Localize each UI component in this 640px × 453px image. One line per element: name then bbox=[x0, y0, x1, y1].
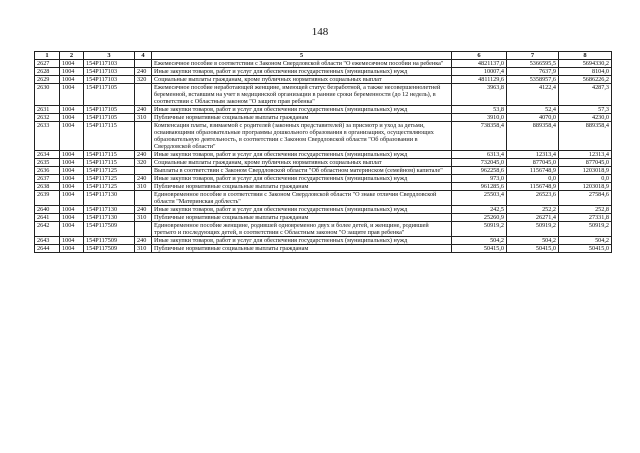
expense-type-cell: 240 bbox=[135, 106, 152, 114]
amount-year-1-cell: 962258,6 bbox=[452, 167, 507, 175]
expense-type-cell: 310 bbox=[135, 114, 152, 122]
amount-year-3-cell: 0,0 bbox=[559, 175, 612, 183]
description-cell: Иные закупки товаров, работ и услуг для обеспечения государственных (муниципальных) нужд bbox=[152, 175, 452, 183]
amount-year-2-cell: 26271,4 bbox=[507, 214, 559, 222]
amount-year-1-cell: 738358,4 bbox=[452, 122, 507, 151]
row-number-cell: 2641 bbox=[35, 214, 60, 222]
section-code-cell: 1004 bbox=[60, 84, 84, 106]
amount-year-3-cell: 504,2 bbox=[559, 237, 612, 245]
section-code-cell: 1004 bbox=[60, 222, 84, 237]
section-code-cell: 1004 bbox=[60, 76, 84, 84]
amount-year-3-cell: 252,8 bbox=[559, 206, 612, 214]
expense-type-cell bbox=[135, 60, 152, 68]
description-cell: Выплаты в соответствии с Законом Свердловской области "Об областном материнском (семейном) капитале" bbox=[152, 167, 452, 175]
row-number-cell: 2629 bbox=[35, 76, 60, 84]
amount-year-2-cell: 504,2 bbox=[507, 237, 559, 245]
amount-year-2-cell: 5366595,5 bbox=[507, 60, 559, 68]
description-cell: Единовременное пособие женщине, родившей одновременно двух и более детей, и женщине, родившей третьего и последующих детей, в соответствии с Областным законом "О защите прав ребенка" bbox=[152, 222, 452, 237]
column-header-row bbox=[35, 52, 612, 60]
description-cell: Иные закупки товаров, работ и услуг для обеспечения государственных (муниципальных) нужд bbox=[152, 68, 452, 76]
target-article-cell: 154P117105 bbox=[84, 84, 135, 106]
row-number-cell: 2628 bbox=[35, 68, 60, 76]
column-header: 4 bbox=[135, 52, 152, 60]
target-article-cell: 154P117509 bbox=[84, 245, 135, 253]
amount-year-3-cell: 57,3 bbox=[559, 106, 612, 114]
expense-type-cell bbox=[135, 167, 152, 175]
row-number-cell: 2639 bbox=[35, 191, 60, 206]
table-row bbox=[35, 167, 612, 175]
target-article-cell: 154P117130 bbox=[84, 206, 135, 214]
description-cell: Публичные нормативные социальные выплаты гражданам bbox=[152, 245, 452, 253]
target-article-cell: 154P117130 bbox=[84, 191, 135, 206]
table-row bbox=[35, 183, 612, 191]
expense-type-cell bbox=[135, 222, 152, 237]
amount-year-1-cell: 504,2 bbox=[452, 237, 507, 245]
expense-type-cell: 240 bbox=[135, 206, 152, 214]
description-cell: Ежемесячное пособие в соответствии с Законом Свердловской области "О ежемесячном пособии на ребенка" bbox=[152, 60, 452, 68]
column-header: 2 bbox=[60, 52, 84, 60]
expense-type-cell: 240 bbox=[135, 237, 152, 245]
amount-year-2-cell: 52,4 bbox=[507, 106, 559, 114]
target-article-cell: 154P117509 bbox=[84, 222, 135, 237]
amount-year-3-cell: 27584,6 bbox=[559, 191, 612, 206]
row-number-cell: 2637 bbox=[35, 175, 60, 183]
target-article-cell: 154P117509 bbox=[84, 237, 135, 245]
section-code-cell: 1004 bbox=[60, 122, 84, 151]
row-number-cell: 2636 bbox=[35, 167, 60, 175]
row-number-cell: 2644 bbox=[35, 245, 60, 253]
amount-year-3-cell: 1203018,9 bbox=[559, 183, 612, 191]
description-cell: Единовременное пособие в соответствии с Законом Свердловской области "О знаке отличия Свердловской области "Материнская доблесть" bbox=[152, 191, 452, 206]
table-row bbox=[35, 222, 612, 237]
table-row bbox=[35, 60, 612, 68]
amount-year-2-cell: 4070,0 bbox=[507, 114, 559, 122]
description-cell: Публичные нормативные социальные выплаты гражданам bbox=[152, 214, 452, 222]
section-code-cell: 1004 bbox=[60, 60, 84, 68]
amount-year-2-cell: 877045,0 bbox=[507, 159, 559, 167]
amount-year-3-cell: 4230,0 bbox=[559, 114, 612, 122]
amount-year-1-cell: 50415,0 bbox=[452, 245, 507, 253]
amount-year-1-cell: 10007,4 bbox=[452, 68, 507, 76]
section-code-cell: 1004 bbox=[60, 245, 84, 253]
target-article-cell: 154P117125 bbox=[84, 167, 135, 175]
target-article-cell: 154P117103 bbox=[84, 76, 135, 84]
row-number-cell: 2632 bbox=[35, 114, 60, 122]
row-number-cell: 2640 bbox=[35, 206, 60, 214]
amount-year-3-cell: 4287,3 bbox=[559, 84, 612, 106]
amount-year-1-cell: 732045,0 bbox=[452, 159, 507, 167]
amount-year-1-cell: 25503,4 bbox=[452, 191, 507, 206]
target-article-cell: 154P117115 bbox=[84, 122, 135, 151]
section-code-cell: 1004 bbox=[60, 191, 84, 206]
amount-year-3-cell: 27331,8 bbox=[559, 214, 612, 222]
column-header: 1 bbox=[35, 52, 60, 60]
table-row bbox=[35, 76, 612, 84]
column-header: 8 bbox=[559, 52, 612, 60]
expense-type-cell: 240 bbox=[135, 68, 152, 76]
expense-type-cell: 240 bbox=[135, 151, 152, 159]
section-code-cell: 1004 bbox=[60, 206, 84, 214]
table-row bbox=[35, 159, 612, 167]
target-article-cell: 154P117103 bbox=[84, 68, 135, 76]
table-row bbox=[35, 245, 612, 253]
description-cell: Иные закупки товаров, работ и услуг для обеспечения государственных (муниципальных) нужд bbox=[152, 151, 452, 159]
amount-year-2-cell: 7637,9 bbox=[507, 68, 559, 76]
section-code-cell: 1004 bbox=[60, 106, 84, 114]
expense-type-cell: 310 bbox=[135, 214, 152, 222]
table-body bbox=[35, 60, 612, 253]
amount-year-2-cell: 0,0 bbox=[507, 175, 559, 183]
amount-year-2-cell: 252,2 bbox=[507, 206, 559, 214]
table-row bbox=[35, 191, 612, 206]
section-code-cell: 1004 bbox=[60, 159, 84, 167]
amount-year-2-cell: 50415,0 bbox=[507, 245, 559, 253]
amount-year-1-cell: 6313,4 bbox=[452, 151, 507, 159]
target-article-cell: 154P117130 bbox=[84, 214, 135, 222]
table-row bbox=[35, 237, 612, 245]
budget-table bbox=[34, 51, 612, 253]
description-cell: Социальные выплаты гражданам, кроме публичных нормативных социальных выплат bbox=[152, 76, 452, 84]
page-number: 148 bbox=[311, 26, 329, 38]
row-number-cell: 2638 bbox=[35, 183, 60, 191]
amount-year-2-cell: 889358,4 bbox=[507, 122, 559, 151]
target-article-cell: 154P117115 bbox=[84, 151, 135, 159]
column-header: 7 bbox=[507, 52, 559, 60]
row-number-cell: 2631 bbox=[35, 106, 60, 114]
table-row bbox=[35, 106, 612, 114]
row-number-cell: 2633 bbox=[35, 122, 60, 151]
expense-type-cell: 240 bbox=[135, 175, 152, 183]
description-cell: Иные закупки товаров, работ и услуг для обеспечения государственных (муниципальных) нужд bbox=[152, 237, 452, 245]
section-code-cell: 1004 bbox=[60, 68, 84, 76]
table-row bbox=[35, 84, 612, 106]
target-article-cell: 154P117103 bbox=[84, 60, 135, 68]
amount-year-1-cell: 4821137,0 bbox=[452, 60, 507, 68]
row-number-cell: 2627 bbox=[35, 60, 60, 68]
amount-year-3-cell: 5694330,2 bbox=[559, 60, 612, 68]
section-code-cell: 1004 bbox=[60, 151, 84, 159]
section-code-cell: 1004 bbox=[60, 175, 84, 183]
amount-year-1-cell: 4811129,6 bbox=[452, 76, 507, 84]
table-row bbox=[35, 68, 612, 76]
amount-year-1-cell: 25260,9 bbox=[452, 214, 507, 222]
description-cell: Публичные нормативные социальные выплаты гражданам bbox=[152, 114, 452, 122]
amount-year-1-cell: 242,5 bbox=[452, 206, 507, 214]
target-article-cell: 154P117105 bbox=[84, 106, 135, 114]
amount-year-2-cell: 26523,6 bbox=[507, 191, 559, 206]
section-code-cell: 1004 bbox=[60, 167, 84, 175]
amount-year-3-cell: 877045,0 bbox=[559, 159, 612, 167]
amount-year-1-cell: 973,0 bbox=[452, 175, 507, 183]
description-cell: Иные закупки товаров, работ и услуг для обеспечения государственных (муниципальных) нужд bbox=[152, 106, 452, 114]
amount-year-1-cell: 50919,2 bbox=[452, 222, 507, 237]
description-cell: Ежемесячное пособие неработающей женщине, имеющей статус безработной, а также несовершеннолетней беременной, вставшим на учет в медицинской организации в ранние сроки беременности (до 12 недель), в соответствии с Областным законом "О защите прав ребенка" bbox=[152, 84, 452, 106]
description-cell: Компенсация платы, взимаемой с родителей (законных представителей) за присмотр и уход за детьми, осваивающими образовательные программы дошкольного образования в организациях, осуществляющих образовательную деятельность, в соответствии с Законом Свердловской области "Об образовании в Свердловской области" bbox=[152, 122, 452, 151]
amount-year-1-cell: 3963,8 bbox=[452, 84, 507, 106]
amount-year-2-cell: 1156748,9 bbox=[507, 183, 559, 191]
amount-year-2-cell: 4122,4 bbox=[507, 84, 559, 106]
target-article-cell: 154P117125 bbox=[84, 175, 135, 183]
amount-year-2-cell: 50919,2 bbox=[507, 222, 559, 237]
amount-year-2-cell: 12313,4 bbox=[507, 151, 559, 159]
section-code-cell: 1004 bbox=[60, 183, 84, 191]
amount-year-1-cell: 961285,6 bbox=[452, 183, 507, 191]
target-article-cell: 154P117105 bbox=[84, 114, 135, 122]
table-row bbox=[35, 214, 612, 222]
amount-year-3-cell: 1203018,9 bbox=[559, 167, 612, 175]
target-article-cell: 154P117115 bbox=[84, 159, 135, 167]
column-header: 5 bbox=[152, 52, 452, 60]
amount-year-3-cell: 12313,4 bbox=[559, 151, 612, 159]
section-code-cell: 1004 bbox=[60, 237, 84, 245]
expense-type-cell: 320 bbox=[135, 76, 152, 84]
amount-year-2-cell: 1156748,9 bbox=[507, 167, 559, 175]
amount-year-1-cell: 3910,0 bbox=[452, 114, 507, 122]
expense-type-cell: 310 bbox=[135, 183, 152, 191]
expense-type-cell: 320 bbox=[135, 159, 152, 167]
row-number-cell: 2630 bbox=[35, 84, 60, 106]
column-header: 6 bbox=[452, 52, 507, 60]
table-row bbox=[35, 122, 612, 151]
table-row bbox=[35, 175, 612, 183]
row-number-cell: 2634 bbox=[35, 151, 60, 159]
table-row bbox=[35, 151, 612, 159]
amount-year-3-cell: 50415,0 bbox=[559, 245, 612, 253]
target-article-cell: 154P117125 bbox=[84, 183, 135, 191]
row-number-cell: 2635 bbox=[35, 159, 60, 167]
section-code-cell: 1004 bbox=[60, 214, 84, 222]
description-cell: Социальные выплаты гражданам, кроме публичных нормативных социальных выплат bbox=[152, 159, 452, 167]
column-header: 3 bbox=[84, 52, 135, 60]
table-row bbox=[35, 206, 612, 214]
expense-type-cell bbox=[135, 84, 152, 106]
amount-year-1-cell: 53,8 bbox=[452, 106, 507, 114]
expense-type-cell bbox=[135, 191, 152, 206]
table-row bbox=[35, 114, 612, 122]
amount-year-3-cell: 50919,2 bbox=[559, 222, 612, 237]
description-cell: Публичные нормативные социальные выплаты гражданам bbox=[152, 183, 452, 191]
row-number-cell: 2642 bbox=[35, 222, 60, 237]
expense-type-cell: 310 bbox=[135, 245, 152, 253]
amount-year-3-cell: 8104,0 bbox=[559, 68, 612, 76]
expense-type-cell bbox=[135, 122, 152, 151]
amount-year-2-cell: 5358957,6 bbox=[507, 76, 559, 84]
amount-year-3-cell: 5686226,2 bbox=[559, 76, 612, 84]
amount-year-3-cell: 889358,4 bbox=[559, 122, 612, 151]
row-number-cell: 2643 bbox=[35, 237, 60, 245]
section-code-cell: 1004 bbox=[60, 114, 84, 122]
description-cell: Иные закупки товаров, работ и услуг для обеспечения государственных (муниципальных) нужд bbox=[152, 206, 452, 214]
